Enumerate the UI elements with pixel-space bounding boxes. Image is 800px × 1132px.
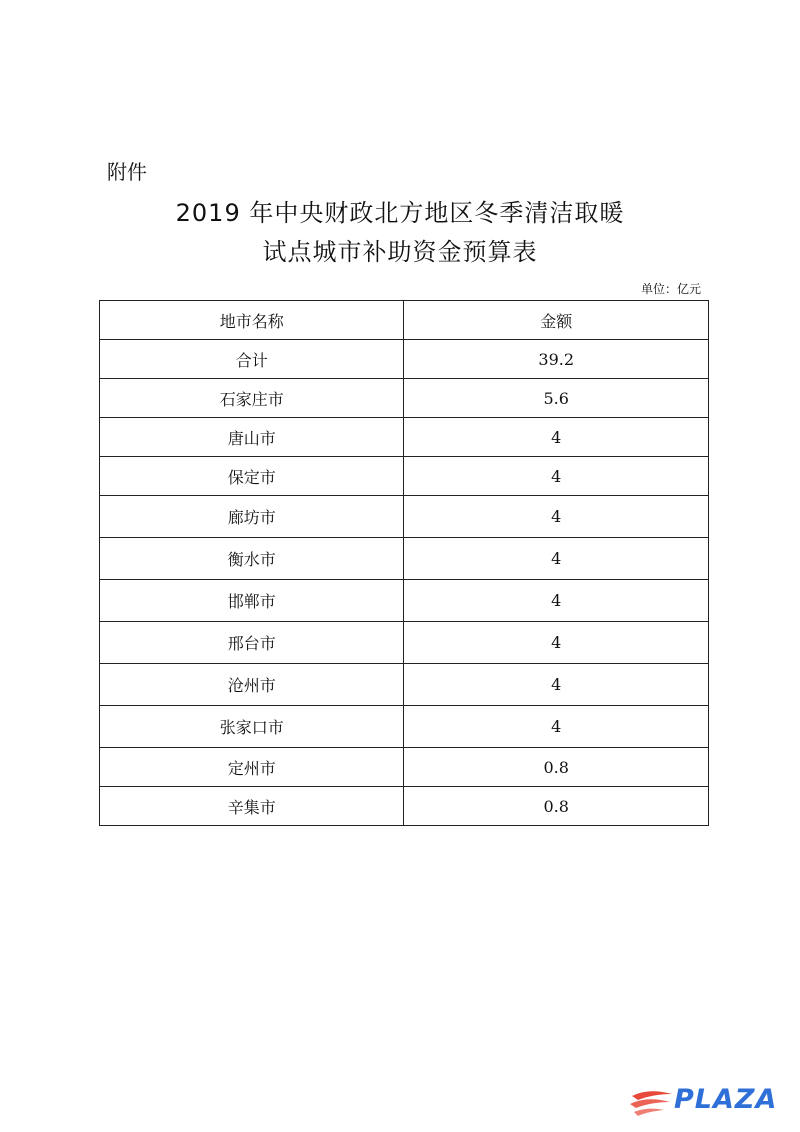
budget-table: [99, 300, 709, 826]
city-cell: 定州市: [100, 748, 404, 787]
plaza-watermark-text: PLAZA: [674, 1084, 778, 1115]
attachment-label: 附件: [107, 160, 147, 184]
amount-cell: 4: [404, 538, 709, 580]
city-cell: 沧州市: [100, 664, 404, 706]
table-header-row: [100, 301, 709, 340]
city-cell: 合计: [100, 340, 404, 379]
table-row-total: [100, 340, 709, 379]
city-cell: 张家口市: [100, 706, 404, 748]
table-row: [100, 664, 709, 706]
document-title-line-2: 试点城市补助资金预算表: [262, 238, 538, 266]
document-title-line-1: 2019 年中央财政北方地区冬季清洁取暖: [175, 199, 625, 227]
amount-cell: 0.8: [404, 787, 709, 826]
city-cell: 衡水市: [100, 538, 404, 580]
city-cell: 保定市: [100, 457, 404, 496]
city-cell: 廊坊市: [100, 496, 404, 538]
city-cell: 辛集市: [100, 787, 404, 826]
plaza-swoosh-icon: [628, 1086, 676, 1120]
city-cell: 邢台市: [100, 622, 404, 664]
table-row: [100, 379, 709, 418]
table-row: [100, 457, 709, 496]
amount-cell: 4: [404, 418, 709, 457]
table-row: [100, 538, 709, 580]
unit-label: 单位：亿元: [640, 282, 701, 296]
city-cell: 邯郸市: [100, 580, 404, 622]
table-row: [100, 496, 709, 538]
table-row: [100, 748, 709, 787]
amount-cell: 4: [404, 457, 709, 496]
table-row: [100, 706, 709, 748]
plaza-watermark-logo: [628, 1084, 788, 1118]
city-cell: 石家庄市: [100, 379, 404, 418]
amount-cell: 5.6: [404, 379, 709, 418]
amount-cell: 4: [404, 706, 709, 748]
city-cell: 唐山市: [100, 418, 404, 457]
amount-cell: 4: [404, 580, 709, 622]
column-header-amount: 金额: [404, 301, 709, 340]
table-row: [100, 622, 709, 664]
amount-cell: 39.2: [404, 340, 709, 379]
table-row: [100, 787, 709, 826]
table-row: [100, 418, 709, 457]
table-row: [100, 580, 709, 622]
amount-cell: 0.8: [404, 748, 709, 787]
amount-cell: 4: [404, 496, 709, 538]
amount-cell: 4: [404, 622, 709, 664]
amount-cell: 4: [404, 664, 709, 706]
column-header-city: 地市名称: [100, 301, 404, 340]
